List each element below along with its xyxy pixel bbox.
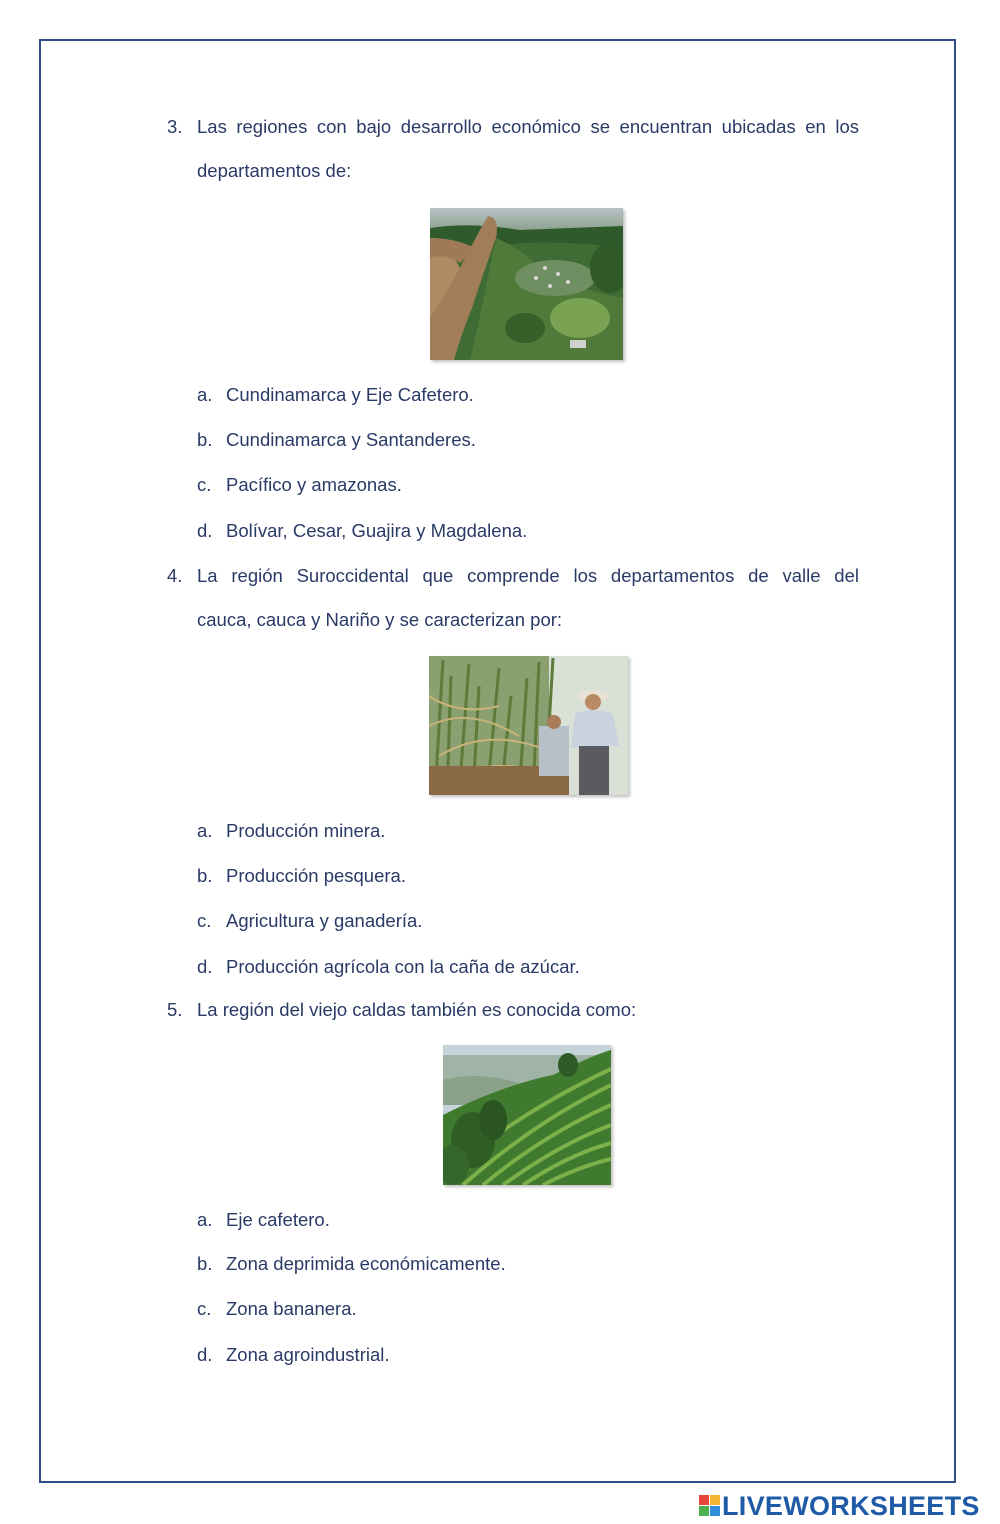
question-text-line1: La región Suroccidental que comprende los departamentos de valle del	[197, 565, 859, 586]
option-text: Pacífico y amazonas.	[226, 474, 402, 495]
option-text: Zona deprimida económicamente.	[226, 1253, 506, 1274]
option-letter: a.	[197, 384, 213, 405]
option-letter: c.	[197, 910, 212, 931]
option-text: Producción pesquera.	[226, 865, 406, 886]
question-text-line2: cauca, cauca y Nariño y se caracterizan por:	[197, 609, 563, 630]
option-letter: b.	[197, 865, 213, 886]
option-text: Cundinamarca y Eje Cafetero.	[226, 384, 474, 405]
question-number: 5.	[167, 999, 183, 1020]
option-letter: a.	[197, 1209, 213, 1230]
option-letter: a.	[197, 820, 213, 841]
option-letter: c.	[197, 1298, 212, 1319]
option-letter: d.	[197, 1344, 213, 1365]
option-text: Cundinamarca y Santanderes.	[226, 429, 476, 450]
option-letter: b.	[197, 1253, 213, 1274]
option-text: Eje cafetero.	[226, 1209, 330, 1230]
option-letter: c.	[197, 474, 212, 495]
sugarcane-harvest-photo	[429, 656, 628, 795]
liveworksheets-logo[interactable]	[696, 1488, 996, 1522]
option-letter: b.	[197, 429, 213, 450]
option-text: Zona agroindustrial.	[226, 1344, 390, 1365]
liveworksheets-logo-icon	[699, 1495, 721, 1517]
coffee-plantation-photo	[443, 1045, 611, 1185]
question-text-line1: La región del viejo caldas también es conocida como:	[197, 999, 637, 1020]
option-text: Bolívar, Cesar, Guajira y Magdalena.	[226, 520, 528, 541]
question-text-line2: departamentos de:	[197, 160, 352, 181]
question-number: 4.	[167, 565, 183, 586]
option-text: Agricultura y ganadería.	[226, 910, 423, 931]
question-number: 3.	[167, 116, 183, 137]
brand-name: LIVEWORKSHEETS	[722, 1491, 980, 1521]
option-letter: d.	[197, 520, 213, 541]
option-text: Producción agrícola con la caña de azúcar.	[226, 956, 580, 977]
option-letter: d.	[197, 956, 213, 977]
river-aerial-photo	[430, 208, 623, 360]
question-text-line1: Las regiones con bajo desarrollo económico se encuentran ubicadas en los	[197, 116, 859, 137]
option-text: Zona bananera.	[226, 1298, 357, 1319]
option-text: Producción minera.	[226, 820, 386, 841]
